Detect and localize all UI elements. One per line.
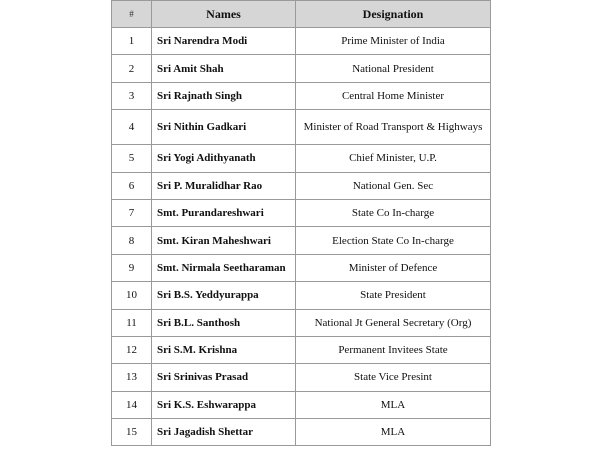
- row-number: 9: [112, 254, 152, 281]
- member-designation: State Co In-charge: [296, 199, 491, 226]
- member-name: Sri Rajnath Singh: [152, 82, 296, 109]
- member-name: Sri Srinivas Prasad: [152, 364, 296, 391]
- member-name: Smt. Nirmala Seetharaman: [152, 254, 296, 281]
- row-number: 2: [112, 55, 152, 82]
- member-designation: National Gen. Sec: [296, 172, 491, 199]
- member-name: Sri S.M. Krishna: [152, 336, 296, 363]
- row-number: 1: [112, 28, 152, 55]
- table-row: [112, 55, 491, 82]
- member-name: Sri P. Muralidhar Rao: [152, 172, 296, 199]
- members-table: [111, 0, 491, 446]
- table-row: [112, 199, 491, 226]
- table-header: [112, 1, 491, 28]
- member-name: Sri K.S. Eshwarappa: [152, 391, 296, 418]
- member-designation: Election State Co In-charge: [296, 227, 491, 254]
- header-designation: Designation: [296, 1, 491, 28]
- row-number: 7: [112, 199, 152, 226]
- member-name: Sri B.L. Santhosh: [152, 309, 296, 336]
- table-row: [112, 254, 491, 281]
- member-name: Sri Nithin Gadkari: [152, 110, 296, 145]
- member-designation: Chief Minister, U.P.: [296, 145, 491, 172]
- member-name: Smt. Purandareshwari: [152, 199, 296, 226]
- member-name: Sri Narendra Modi: [152, 28, 296, 55]
- row-number: 12: [112, 336, 152, 363]
- member-designation: Permanent Invitees State: [296, 336, 491, 363]
- table-row: [112, 282, 491, 309]
- member-name: Sri Jagadish Shettar: [152, 419, 296, 446]
- table-row: [112, 227, 491, 254]
- table-row: [112, 110, 491, 145]
- member-designation: Minister of Defence: [296, 254, 491, 281]
- table-row: [112, 336, 491, 363]
- table-row: [112, 309, 491, 336]
- table-row: [112, 145, 491, 172]
- table-row: [112, 364, 491, 391]
- table-row: [112, 172, 491, 199]
- member-designation: Prime Minister of India: [296, 28, 491, 55]
- row-number: 5: [112, 145, 152, 172]
- row-number: 11: [112, 309, 152, 336]
- row-number: 13: [112, 364, 152, 391]
- row-number: 10: [112, 282, 152, 309]
- row-number: 4: [112, 110, 152, 145]
- row-number: 14: [112, 391, 152, 418]
- member-designation: MLA: [296, 391, 491, 418]
- member-name: Sri Yogi Adithyanath: [152, 145, 296, 172]
- member-designation: State President: [296, 282, 491, 309]
- table-row: [112, 28, 491, 55]
- table-row: [112, 82, 491, 109]
- member-designation: State Vice Presint: [296, 364, 491, 391]
- member-designation: National Jt General Secretary (Org): [296, 309, 491, 336]
- header-number: #: [112, 1, 152, 28]
- table-body: [112, 28, 491, 446]
- member-name: Smt. Kiran Maheshwari: [152, 227, 296, 254]
- member-designation: Central Home Minister: [296, 82, 491, 109]
- row-number: 8: [112, 227, 152, 254]
- header-row: [112, 1, 491, 28]
- row-number: 6: [112, 172, 152, 199]
- row-number: 3: [112, 82, 152, 109]
- table-row: [112, 419, 491, 446]
- table-row: [112, 391, 491, 418]
- member-designation: MLA: [296, 419, 491, 446]
- header-names: Names: [152, 1, 296, 28]
- member-name: Sri B.S. Yeddyurappa: [152, 282, 296, 309]
- row-number: 15: [112, 419, 152, 446]
- member-designation: National President: [296, 55, 491, 82]
- member-designation: Minister of Road Transport & Highways: [296, 110, 491, 145]
- member-name: Sri Amit Shah: [152, 55, 296, 82]
